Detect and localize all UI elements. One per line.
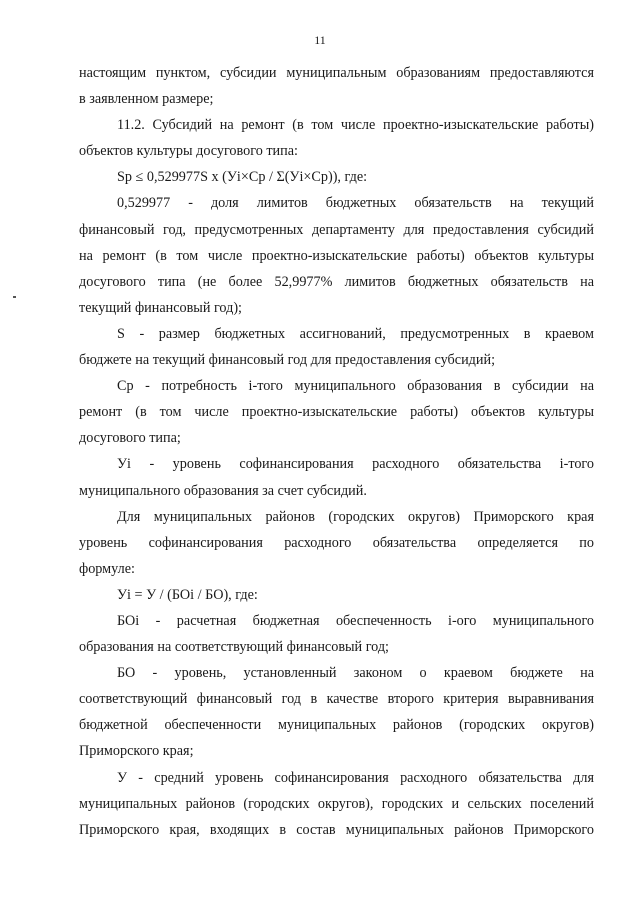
formula-line: Sp ≤ 0,529977S х (Уi×Cp / Σ(Уi×Cp)), где: [117, 169, 368, 186]
scan-artifact [13, 296, 16, 298]
text-line: 0,529977 - доля лимитов бюджетных обязательств на текущий [117, 195, 594, 212]
text-line: досугового типа; [79, 430, 181, 447]
text-line: S - размер бюджетных ассигнований, предусмотренных в краевом [117, 325, 594, 342]
text-line: Уi - уровень софинансирования расходного обязательства i-того [117, 456, 594, 473]
text-line: БО - уровень, установленный законом о краевом бюджете на [117, 665, 594, 682]
text-line: образования на соответствующий финансовый год; [79, 639, 390, 656]
text-line: 11.2. Субсидий на ремонт (в том числе проектно-изыскательские работы) [117, 117, 594, 134]
text-line: Для муниципальных районов (городских округов) Приморского края [117, 508, 594, 525]
text-line: финансовый год, предусмотренных департаменту для предоставления субсидий [79, 221, 594, 238]
text-line: Cp - потребность i-того муниципального образования в субсидии на [117, 378, 594, 395]
document-body [79, 60, 594, 843]
page-number: 11 [314, 33, 326, 47]
text-line: объектов культуры досугового типа: [79, 143, 298, 160]
text-line: муниципального образования за счет субсидий. [79, 482, 367, 499]
text-line: бюджетной обеспеченности муниципальных районов (городских округов) [79, 717, 594, 734]
text-line: настоящим пунктом, субсидии муниципальным образованиям предоставляются [79, 65, 594, 81]
text-line: ремонт (в том числе проектно-изыскательские работы) объектов культуры [79, 404, 594, 421]
text-line: соответствующий финансовый год в качестве второго критерия выравнивания [79, 691, 594, 708]
text-line: муниципальных районов (городских округов), городских и сельских поселений [79, 795, 594, 812]
text-line: на ремонт (в том числе проектно-изыскательские работы) объектов культуры [79, 247, 594, 264]
text-line: уровень софинансирования расходного обязательства определяется по [79, 534, 594, 551]
text-line: формуле: [79, 560, 135, 577]
text-line: У - средний уровень софинансирования расходного обязательства для [117, 769, 594, 786]
text-line: в заявленном размере; [79, 91, 214, 108]
text-line: БОi - расчетная бюджетная обеспеченность i-ого муниципального [117, 612, 594, 629]
text-line: бюджете на текущий финансовый год для предоставления субсидий; [79, 352, 496, 369]
text-line: текущий финансовый год); [79, 299, 243, 316]
formula-line: Уi = У / (БОi / БО), где: [117, 586, 258, 603]
text-line: досугового типа (не более 52,9977% лимитов бюджетных обязательств на [79, 273, 594, 290]
text-line: Приморского края; [79, 743, 194, 760]
text-line: Приморского края, входящих в состав муниципальных районов Приморского [79, 821, 594, 838]
